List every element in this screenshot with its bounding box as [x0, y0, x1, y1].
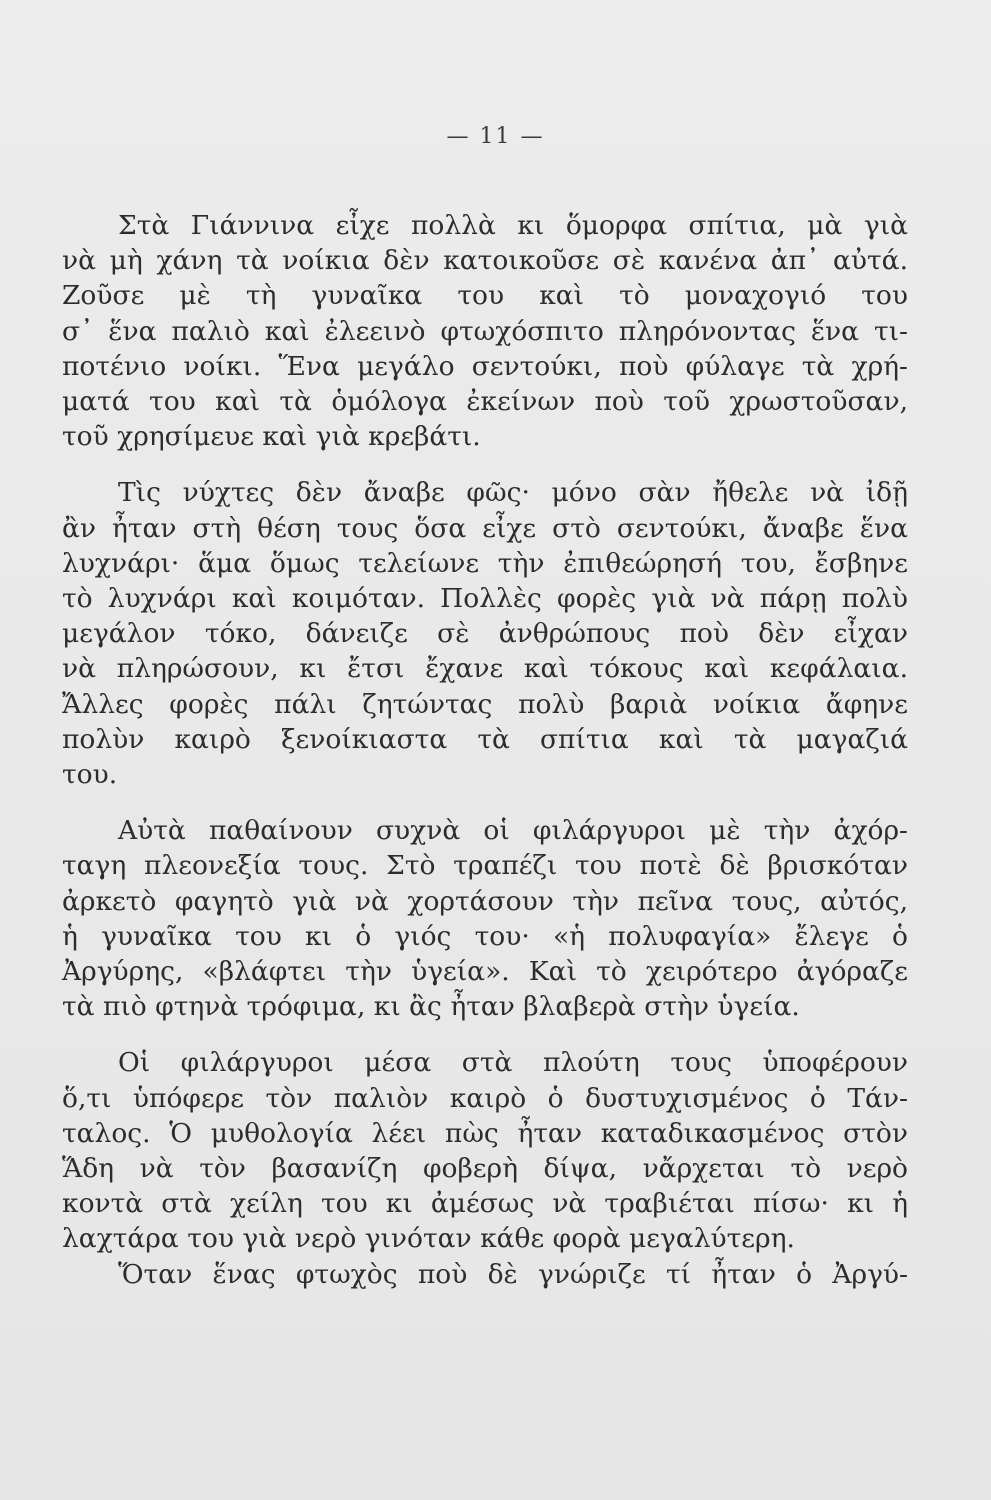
text-line: λαχτάρα του γιὰ νερὸ γινόταν κάθε φορὰ μεγαλύτερη. — [62, 1223, 795, 1255]
text-line: ταλος. Ὁ μυθολογία λέει πὼς ἦταν καταδικασμένος στὸν — [62, 1117, 908, 1149]
text-line: Ζοῦσε μὲ τὴ γυναῖκα του καὶ τὸ μοναχογιό του — [62, 280, 908, 312]
page-number: — 11 — — [446, 124, 545, 149]
text-line: νὰ μὴ χάνη τὰ νοίκια δὲν κατοικοῦσε σὲ κανένα ἀπ᾿ αὐτά. — [62, 245, 908, 277]
text-line: ἡ γυναῖκα του κι ὁ γιός του· «ἡ πολυφαγία» ἔλεγε ὁ — [62, 920, 908, 952]
text-line: τὰ πιὸ φτηνὰ τρόφιμα, κι ἂς ἦταν βλαβερὰ στὴν ὑγεία. — [62, 991, 800, 1023]
text-line: τοῦ χρησίμευε καὶ γιὰ κρεβάτι. — [62, 421, 481, 453]
text-line: ποτένιο νοίκι. Ἕνα μεγάλο σεντούκι, ποὺ φύλαγε τὰ χρή- — [62, 350, 908, 382]
text-line: ἂν ἦταν στὴ θέση τους ὅσα εἶχε στὸ σεντούκι, ἄναβε ἕνα — [62, 512, 908, 544]
text-line: ματά του καὶ τὰ ὁμόλογα ἐκείνων ποὺ τοῦ χρωστοῦσαν, — [62, 386, 908, 418]
text-line: Αὐτὰ παθαίνουν συχνὰ οἱ φιλάργυροι μὲ τὴν ἀχόρ- — [118, 815, 908, 847]
text-line: νὰ πληρώσουν, κι ἔτσι ἔχανε καὶ τόκους καὶ κεφάλαια. — [62, 653, 908, 685]
text-line: Ἄλλες φορὲς πάλι ζητώντας πολὺ βαριὰ νοίκια ἄφηνε — [62, 688, 908, 720]
text-line: Τὶς νύχτες δὲν ἄναβε φῶς· μόνο σὰν ἤθελε νὰ ἰδῇ — [118, 477, 908, 509]
text-line: τὸ λυχνάρι καὶ κοιμόταν. Πολλὲς φορὲς γιὰ νὰ πάρῃ πολὺ — [62, 583, 908, 615]
body-text — [62, 208, 908, 1292]
paragraph-1 — [62, 208, 908, 454]
paragraph-3 — [62, 813, 908, 1024]
text-line: Ἀργύρης, «βλάφτει τὴν ὑγεία». Καὶ τὸ χειρότερο ἀγόραζε — [62, 956, 908, 988]
text-line: ταγη πλεονεξία τους. Στὸ τραπέζι του ποτὲ δὲ βρισκόταν — [62, 850, 908, 882]
text-line: μεγάλον τόκο, δάνειζε σὲ ἀνθρώπους ποὺ δὲν εἶχαν — [62, 618, 908, 650]
text-line: σ᾿ ἕνα παλιὸ καὶ ἐλεεινὸ φτωχόσπιτο πληρόνοντας ἕνα τι- — [62, 315, 908, 347]
text-line: Ὅταν ἕνας φτωχὸς ποὺ δὲ γνώριζε τί ἦταν ὁ Ἀργύ- — [118, 1258, 908, 1290]
text-line: Ἅδη νὰ τὸν βασανίζη φοβερὴ δίψα, νἄρχεται τὸ νερὸ — [62, 1153, 908, 1185]
text-line: Στὰ Γιάννινα εἶχε πολλὰ κι ὅμορφα σπίτια, μὰ γιὰ — [118, 210, 908, 241]
paragraph-2 — [62, 475, 908, 792]
text-line: Οἱ φιλάργυροι μέσα στὰ πλούτη τους ὑποφέρουν — [118, 1047, 908, 1079]
text-line: πολὺν καιρὸ ξενοίκιαστα τὰ σπίτια καὶ τὰ μαγαζιά — [62, 723, 908, 755]
text-line: ἀρκετὸ φαγητὸ γιὰ νὰ χορτάσουν τὴν πεῖνα τους, αὐτός, — [62, 885, 908, 917]
text-line: λυχνάρι· ἅμα ὅμως τελείωνε τὴν ἐπιθεώρησή του, ἔσβηνε — [62, 547, 908, 579]
text-line: του. — [62, 759, 118, 791]
paragraph-4 — [62, 1045, 908, 1256]
paragraph-5 — [62, 1257, 908, 1292]
text-line: ὅ,τι ὑπόφερε τὸν παλιὸν καιρὸ ὁ δυστυχισμένος ὁ Τάν- — [62, 1082, 908, 1114]
text-line: κοντὰ στὰ χείλη του κι ἀμέσως νὰ τραβιέται πίσω· κι ἡ — [62, 1188, 908, 1220]
